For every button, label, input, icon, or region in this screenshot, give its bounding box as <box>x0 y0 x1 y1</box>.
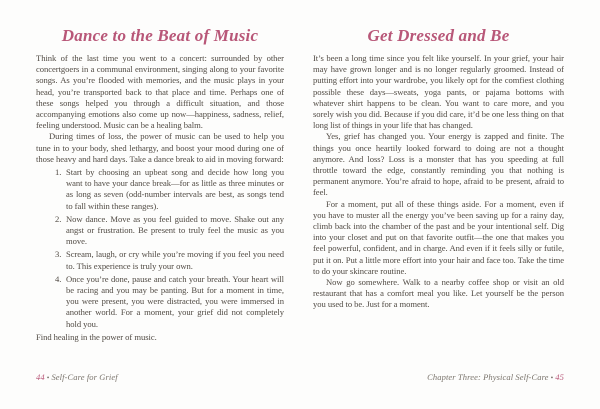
dance-break-steps-list <box>36 167 284 330</box>
left-paragraph-1: Think of the last time you went to a concert: surrounded by other concertgoers in a communal environment, singing along to your favorite songs. As you’re flooded with memories, and the music plays in your head, you’re transported back to that place and time. Perhaps one of these songs helped you through a difficult situation, and those accompanying emotions also come up now—happiness, sadness, relief, feeling understood. Music can be a healing balm. <box>36 53 284 131</box>
list-item-text: Scream, laugh, or cry while you’re moving if you feel you need to. This experience is truly your own. <box>66 249 284 271</box>
left-page-title: Dance to the Beat of Music <box>61 26 259 45</box>
list-item-text: Now dance. Move as you feel guided to move. Shake out any angst or frustration. Be present to truly feel the music as you move. <box>66 213 284 247</box>
left-page-number: 44 <box>36 372 45 382</box>
list-item <box>36 249 284 271</box>
list-item <box>36 214 284 248</box>
right-paragraph-4: Now go somewhere. Walk to a nearby coffee shop or visit an old restaurant that has a comfort meal you like. Let yourself be the person you used to be. Just for a moment. <box>313 277 564 310</box>
left-footer <box>36 372 284 382</box>
book-title: Self-Care for Grief <box>51 372 118 382</box>
list-item <box>36 274 284 330</box>
list-item-number: 1. <box>55 167 62 178</box>
right-page <box>313 0 564 409</box>
list-item <box>36 167 284 212</box>
list-item-number: 3. <box>55 249 62 260</box>
left-paragraph-2: During times of loss, the power of music can be used to help you tune in to your body, shed lethargy, and boost your mood during one of those heavy and hard days. Take a dance break to aid in moving forward: <box>36 131 284 164</box>
footer-separator: • <box>550 373 554 382</box>
right-paragraph-1: It’s been a long time since you felt like yourself. In your grief, your hair may have grown longer and is no longer regularly groomed. Instead of putting effort into your wardrobe, you likely opt for the comfiest clothing possible these days—sweats, yoga pants, or pajama bottoms with whatever shirt happens to be clean. You want to care more, and you sorely wish you did. Because if you did care, it’d be one less thing on that long list of things in your life that has changed. <box>313 53 564 131</box>
left-page <box>36 0 284 409</box>
list-item-number: 4. <box>55 273 62 284</box>
left-closing-line: Find healing in the power of music. <box>36 331 157 342</box>
right-page-number: 45 <box>555 372 564 382</box>
chapter-title: Chapter Three: Physical Self-Care <box>427 372 549 382</box>
list-item-number: 2. <box>55 213 62 224</box>
list-item-text: Start by choosing an upbeat song and decide how long you want to have your dance break—for as little as three minutes or as long as seven (odd-number intervals are best, as songs tend to fall within these ranges). <box>66 167 284 211</box>
right-footer <box>313 372 564 382</box>
right-paragraph-3: For a moment, put all of these things aside. For a moment, even if you have to muster all the energy you’ve been saving up for a rainy day, climb back into the chamber of the past and be your intentional self. Dig into your closet and put on that favorite outfit—the one that makes you feel powerful, confident, and in charge. And even if it feels silly or futile, put it on. Put a little more effort into your hair and face too. Take the time to do your skincare routine. <box>313 198 564 276</box>
list-item-text: Once you’re done, pause and catch your breath. Your heart will be racing and you may be panting. But for a moment in time, you were present, you were distracted, you were immersed in another world. For a moment, your grief did not completely hold you. <box>66 273 284 329</box>
right-paragraph-2: Yes, grief has changed you. Your energy is zapped and finite. The things you once heartily looked forward to doing are not a thought anymore. And loss? Loss is a monster that has you speeding at full throttle toward the edge, constantly reminding you that nothing is permanent anymore. You’re afraid to hope, afraid to be present, afraid to feel. <box>313 131 564 198</box>
right-page-title: Get Dressed and Be <box>367 26 510 45</box>
footer-separator: • <box>46 373 50 382</box>
